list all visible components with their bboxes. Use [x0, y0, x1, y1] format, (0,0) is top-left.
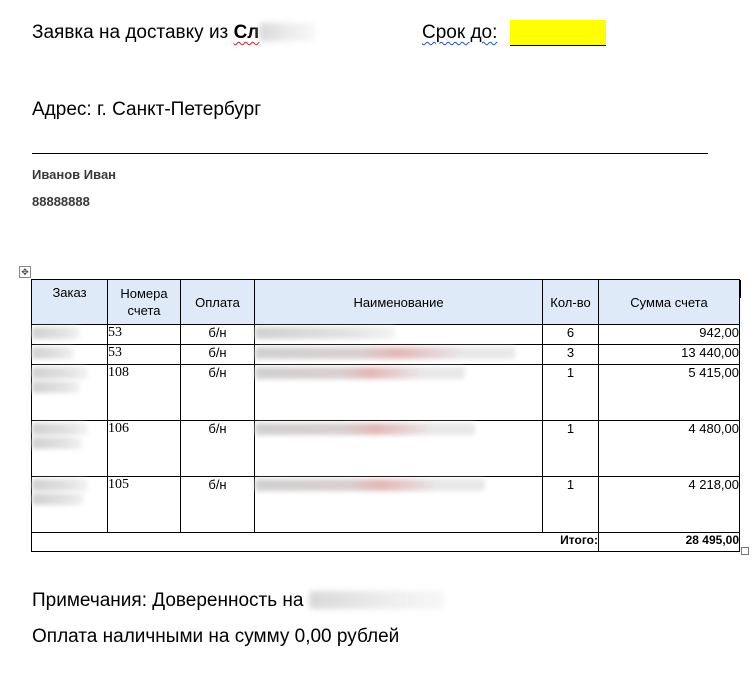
redacted-city	[259, 23, 315, 41]
cell-sum: 4 218,00	[599, 477, 740, 533]
col-header-invoice: Номера счета	[108, 280, 181, 325]
cell-payment: б/н	[181, 345, 255, 365]
redacted-order	[32, 365, 108, 421]
table-row	[32, 365, 740, 421]
redacted-item	[255, 421, 543, 477]
redacted-item	[255, 345, 543, 365]
table-row	[32, 477, 740, 533]
cell-qty: 6	[543, 325, 599, 345]
redacted-item	[255, 365, 543, 421]
title-city-visible: Сл	[233, 22, 260, 43]
deadline-field[interactable]	[510, 20, 606, 46]
cell-payment: б/н	[181, 365, 255, 421]
cell-qty: 1	[543, 477, 599, 533]
notes-line	[32, 590, 445, 612]
text-cursor	[740, 280, 741, 298]
deadline-label: Срок до:	[422, 22, 498, 43]
address-line: Адрес: г. Санкт-Петербург	[32, 99, 262, 120]
redacted-order	[32, 421, 108, 477]
col-header-payment: Оплата	[181, 280, 255, 325]
recipient-name: Иванов Иван	[32, 167, 117, 182]
cell-sum: 5 415,00	[599, 365, 740, 421]
col-header-item: Наименование	[255, 280, 543, 325]
cell-payment: б/н	[181, 421, 255, 477]
title-prefix: Заявка на доставку из	[32, 22, 234, 43]
col-header-order: Заказ	[32, 280, 108, 325]
cell-qty: 1	[543, 421, 599, 477]
cell-invoice: 53	[108, 345, 181, 365]
cell-invoice: 106	[108, 421, 181, 477]
redacted-order	[32, 345, 108, 365]
recipient-phone: 88888888	[32, 194, 90, 209]
table-resize-handle[interactable]	[741, 547, 749, 555]
redacted-item	[255, 477, 543, 533]
cell-qty: 1	[543, 365, 599, 421]
cell-sum: 13 440,00	[599, 345, 740, 365]
table-row	[32, 421, 740, 477]
cell-invoice: 105	[108, 477, 181, 533]
total-label: Итого:	[32, 533, 599, 552]
header-row	[32, 20, 732, 50]
cell-qty: 3	[543, 345, 599, 365]
total-row	[32, 533, 740, 552]
cell-sum: 4 480,00	[599, 421, 740, 477]
col-header-sum: Сумма счета	[599, 280, 740, 325]
redacted-trustee	[309, 591, 445, 609]
cell-sum: 942,00	[599, 325, 740, 345]
table-move-handle-icon[interactable]: ✥	[19, 266, 31, 278]
notes-label: Примечания: Доверенность на	[32, 590, 304, 611]
payment-line: Оплата наличными на сумму 0,00 рублей	[32, 626, 400, 647]
cell-payment: б/н	[181, 325, 255, 345]
divider-line	[32, 153, 708, 154]
redacted-item	[255, 325, 543, 345]
redacted-order	[32, 325, 108, 345]
redacted-order	[32, 477, 108, 533]
total-value: 28 495,00	[599, 533, 740, 552]
table-row	[32, 325, 740, 345]
cell-invoice: 53	[108, 325, 181, 345]
document-title	[32, 22, 315, 44]
cell-payment: б/н	[181, 477, 255, 533]
orders-table	[31, 279, 740, 552]
cell-invoice: 108	[108, 365, 181, 421]
table-row	[32, 345, 740, 365]
col-header-qty: Кол-во	[543, 280, 599, 325]
table-header-row	[32, 280, 740, 325]
